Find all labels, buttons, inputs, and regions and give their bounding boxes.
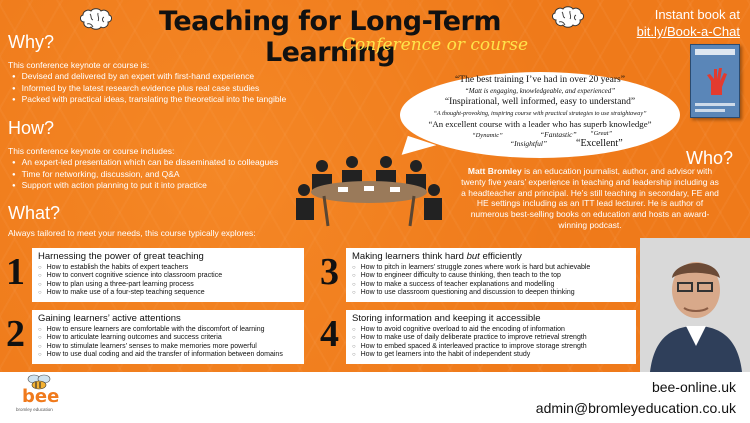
list-item: ○ How to stimulate learners’ senses to make memories more powerful	[38, 343, 298, 351]
list-item: ● Time for networking, discussion, and Q&A	[12, 169, 278, 181]
module-number: 2	[6, 313, 25, 355]
list-item: ○ How to convert cognitive science into classroom practice	[38, 272, 298, 280]
list-item: ○ How to avoid cognitive overload to aid the encoding of information	[352, 326, 630, 334]
meeting-table-icon	[294, 152, 444, 230]
why-heading: Why?	[8, 32, 55, 52]
presenter-photo	[640, 238, 750, 372]
list-item: ○ How to get learners into the habit of independent study	[352, 351, 630, 359]
how-list	[12, 157, 278, 192]
module-number: 3	[320, 251, 339, 293]
list-item: ○ How to use dual coding and aid the transfer of information between domains	[38, 351, 298, 359]
why-intro: This conference keynote or course is:	[8, 60, 150, 70]
logo-tagline: bromley education	[16, 407, 53, 412]
testimonial-word: “Fantastic”	[540, 130, 577, 139]
booking-info	[637, 6, 740, 40]
list-item: ● Support with action planning to put it into practice	[12, 180, 278, 192]
brain-icon	[78, 8, 114, 34]
module-title-emphasis: but	[466, 251, 480, 262]
list-item: ○ How to engineer difficulty to cause thinking, then teach to the top	[352, 272, 630, 280]
how-heading: How?	[8, 118, 55, 138]
module-card	[32, 310, 304, 364]
testimonial-bubble	[400, 72, 680, 158]
who-bio	[458, 166, 722, 231]
list-item: ● An expert-led presentation which can be disseminated to colleagues	[12, 157, 278, 169]
what-intro: Always tailored to meet your needs, this course typically explores:	[8, 228, 256, 238]
email-link[interactable]: admin@bromleyeducation.co.uk	[535, 400, 736, 416]
booking-link[interactable]: bit.ly/Book-a-Chat	[636, 24, 740, 39]
testimonial-quote: “Inspirational, well informed, easy to understand”	[444, 97, 636, 107]
list-item: ● Packed with practical ideas, translating the theoretical into the tangible	[12, 94, 286, 106]
module-card	[32, 248, 304, 302]
module-title: Gaining learners’ active attentions	[38, 313, 181, 324]
list-item: ○ How to plan using a three-part learning process	[38, 281, 298, 289]
what-heading: What?	[8, 203, 61, 223]
module-title-part: efficiently	[479, 251, 522, 262]
testimonial-word: “Dynamic”	[472, 132, 503, 139]
testimonial-word: “Insightful”	[510, 139, 548, 148]
testimonial-quote: “Matt is engaging, knowledgeable, and experienced”	[464, 87, 616, 95]
book-cover-icon	[690, 44, 740, 118]
module-title-part: Making learners think hard	[352, 251, 467, 262]
who-heading: Who?	[686, 148, 734, 168]
how-intro: This conference keynote or course includes:	[8, 146, 175, 156]
list-item: ○ How to embed spaced & interleaved practice to improve storage strength	[352, 343, 630, 351]
why-list	[12, 71, 286, 106]
list-item: ○ How to ensure learners are comfortable with the discomfort of learning	[38, 326, 298, 334]
module-number: 4	[320, 313, 339, 355]
logo-text: bee	[22, 386, 60, 407]
brain-icon	[550, 6, 586, 32]
list-item: ○ How to make use of a four-step teaching sequence	[38, 289, 298, 297]
list-item: ● Informed by the latest research evidence plus real case studies	[12, 83, 286, 95]
testimonial-word: “Excellent”	[576, 138, 623, 149]
list-item: ○ How to make use of daily deliberate practice to improve retrieval strength	[352, 334, 630, 342]
booking-line: Instant book at	[654, 7, 740, 22]
module-title	[352, 251, 630, 262]
module-title: Storing information and keeping it accessible	[352, 313, 541, 324]
testimonial-word: “Great”	[590, 130, 613, 137]
presenter-bio: is an education journalist, author, and advisor with twenty five years’ experience in teaching and leadership including as a headteacher and principal. He’s still teaching in secondary, FE and HE settings including as an ITT lead lecturer. He is author of numerous best-selling books on education and hosts an award-winning podcast.	[461, 166, 719, 230]
website-link[interactable]: bee-online.uk	[651, 379, 736, 395]
page-subtitle: Conference or course	[341, 35, 529, 55]
list-item: ○ How to use classroom questioning and discussion to deepen thinking	[352, 289, 630, 297]
testimonial-quote: “A thought-provoking, inspiring course with practical strategies to use straightaway”	[433, 110, 647, 117]
page-title: Teaching for Long-Term Learning	[159, 6, 501, 68]
module-card	[346, 248, 636, 302]
testimonial-quote: “An excellent course with a leader who has superb knowledge”	[428, 119, 652, 129]
list-item: ● Devised and delivered by an expert with first-hand experience	[12, 71, 286, 83]
list-item: ○ How to pitch in learners’ struggle zones where work is hard but achievable	[352, 264, 630, 272]
module-title: Harnessing the power of great teaching	[38, 251, 204, 262]
module-card	[346, 310, 636, 364]
presenter-name: Matt Bromley	[467, 166, 522, 176]
list-item: ○ How to establish the habits of expert teachers	[38, 264, 298, 272]
list-item: ○ How to articulate learning outcomes and success criteria	[38, 334, 298, 342]
list-item: ○ How to make a success of teacher explanations and modelling	[352, 281, 630, 289]
testimonial-quote: “The best training I’ve had in over 20 years”	[455, 75, 625, 85]
module-number: 1	[6, 251, 25, 293]
